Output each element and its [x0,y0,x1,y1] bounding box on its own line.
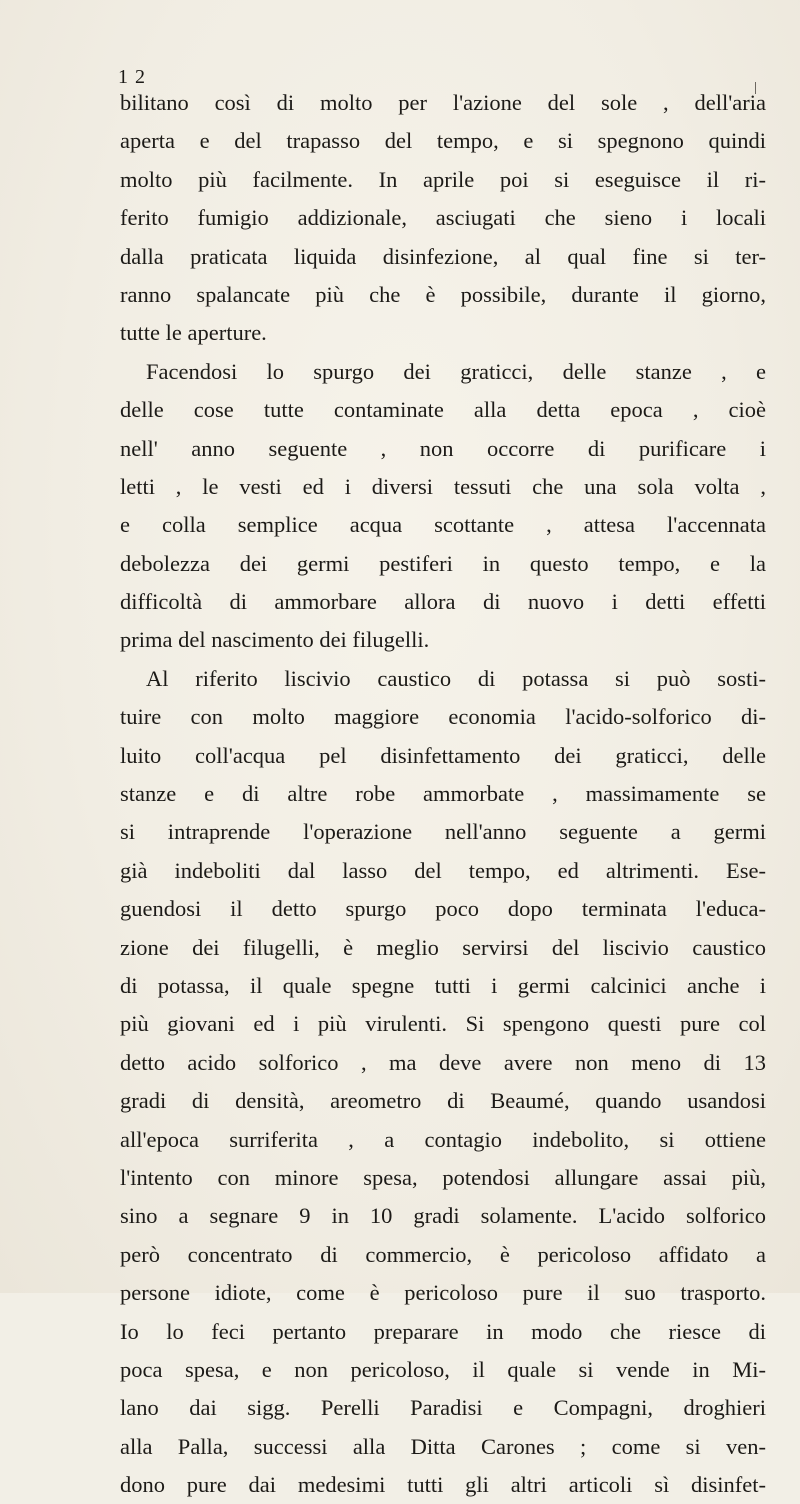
text-line: aperta e del trapasso del tempo, e si spegnono quindi [120,128,766,154]
text-line: delle cose tutte contaminate alla detta epoca , cioè [120,397,766,423]
text-line: detto acido solforico , ma deve avere non meno di 13 [120,1049,766,1075]
text-line: e colla semplice acqua scottante , attesa l'accennata [120,512,766,538]
text-line: letti , le vesti ed i diversi tessuti che una sola volta , [120,473,766,499]
text-line: Io lo feci pertanto preparare in modo che riesce di [120,1318,766,1344]
body-text [120,84,766,1504]
text-line: dalla praticata liquida disinfezione, al qual fine si ter- [120,243,766,269]
text-line: molto più facilmente. In aprile poi si eseguisce il ri- [120,166,766,192]
text-line: si intraprende l'operazione nell'anno seguente a germi [120,819,766,845]
text-line: sino a segnare 9 in 10 gradi solamente. L'acido solforico [120,1203,766,1229]
text-line: debolezza dei germi pestiferi in questo tempo, e la [120,550,766,576]
text-line: luito coll'acqua pel disinfettamento dei graticci, delle [120,742,766,768]
text-line: ferito fumigio addizionale, asciugati che sieno i locali [120,205,766,231]
text-line: poca spesa, e non pericoloso, il quale si vende in Mi- [120,1356,766,1382]
text-line: ranno spalancate più che è possibile, durante il giorno, [120,281,766,307]
page-number: 1 2 [118,66,146,88]
text-line: nell' anno seguente , non occorre di purificare i [120,435,766,461]
text-line: di potassa, il quale spegne tutti i germi calcinici anche i [120,972,766,998]
paragraph-start: Al riferito liscivio caustico di potassa si può sosti- [146,665,766,691]
text-line: bilitano così di molto per l'azione del sole , dell'aria [120,90,766,115]
text-line: persone idiote, come è pericoloso pure il suo trasporto. [120,1280,766,1306]
paragraph-start: Facendosi lo spurgo dei graticci, delle stanze , e [146,358,766,384]
text-line: all'epoca surriferita , a contagio indebolito, si ottiene [120,1126,766,1152]
text-line: dono pure dai medesimi tutti gli altri articoli sì disinfet- [120,1472,766,1498]
text-line: gradi di densità, areometro di Beaumé, quando usandosi [120,1088,766,1114]
text-line: stanze e di altre robe ammorbate , massimamente se [120,781,766,807]
text-line: difficoltà di ammorbare allora di nuovo i detti effetti [120,589,766,615]
text-line: tutte le aperture. [120,320,267,346]
text-line: prima del nascimento dei filugelli. [120,627,430,653]
text-line: più giovani ed i più virulenti. Si spengono questi pure col [120,1011,766,1037]
text-line: zione dei filugelli, è meglio servirsi del liscivio caustico [120,934,766,960]
text-line: guendosi il detto spurgo poco dopo terminata l'educa- [120,896,766,922]
text-line: però concentrato di commercio, è pericoloso affidato a [120,1241,766,1267]
text-line: lano dai sigg. Perelli Paradisi e Compagni, droghieri [120,1395,766,1421]
text-line: alla Palla, successi alla Ditta Carones ; come si ven- [120,1433,766,1459]
text-line: l'intento con minore spesa, potendosi allungare assai più, [120,1164,766,1190]
text-line: tuire con molto maggiore economia l'acido-solforico di- [120,704,766,730]
text-line: già indeboliti dal lasso del tempo, ed altrimenti. Ese- [120,857,766,883]
